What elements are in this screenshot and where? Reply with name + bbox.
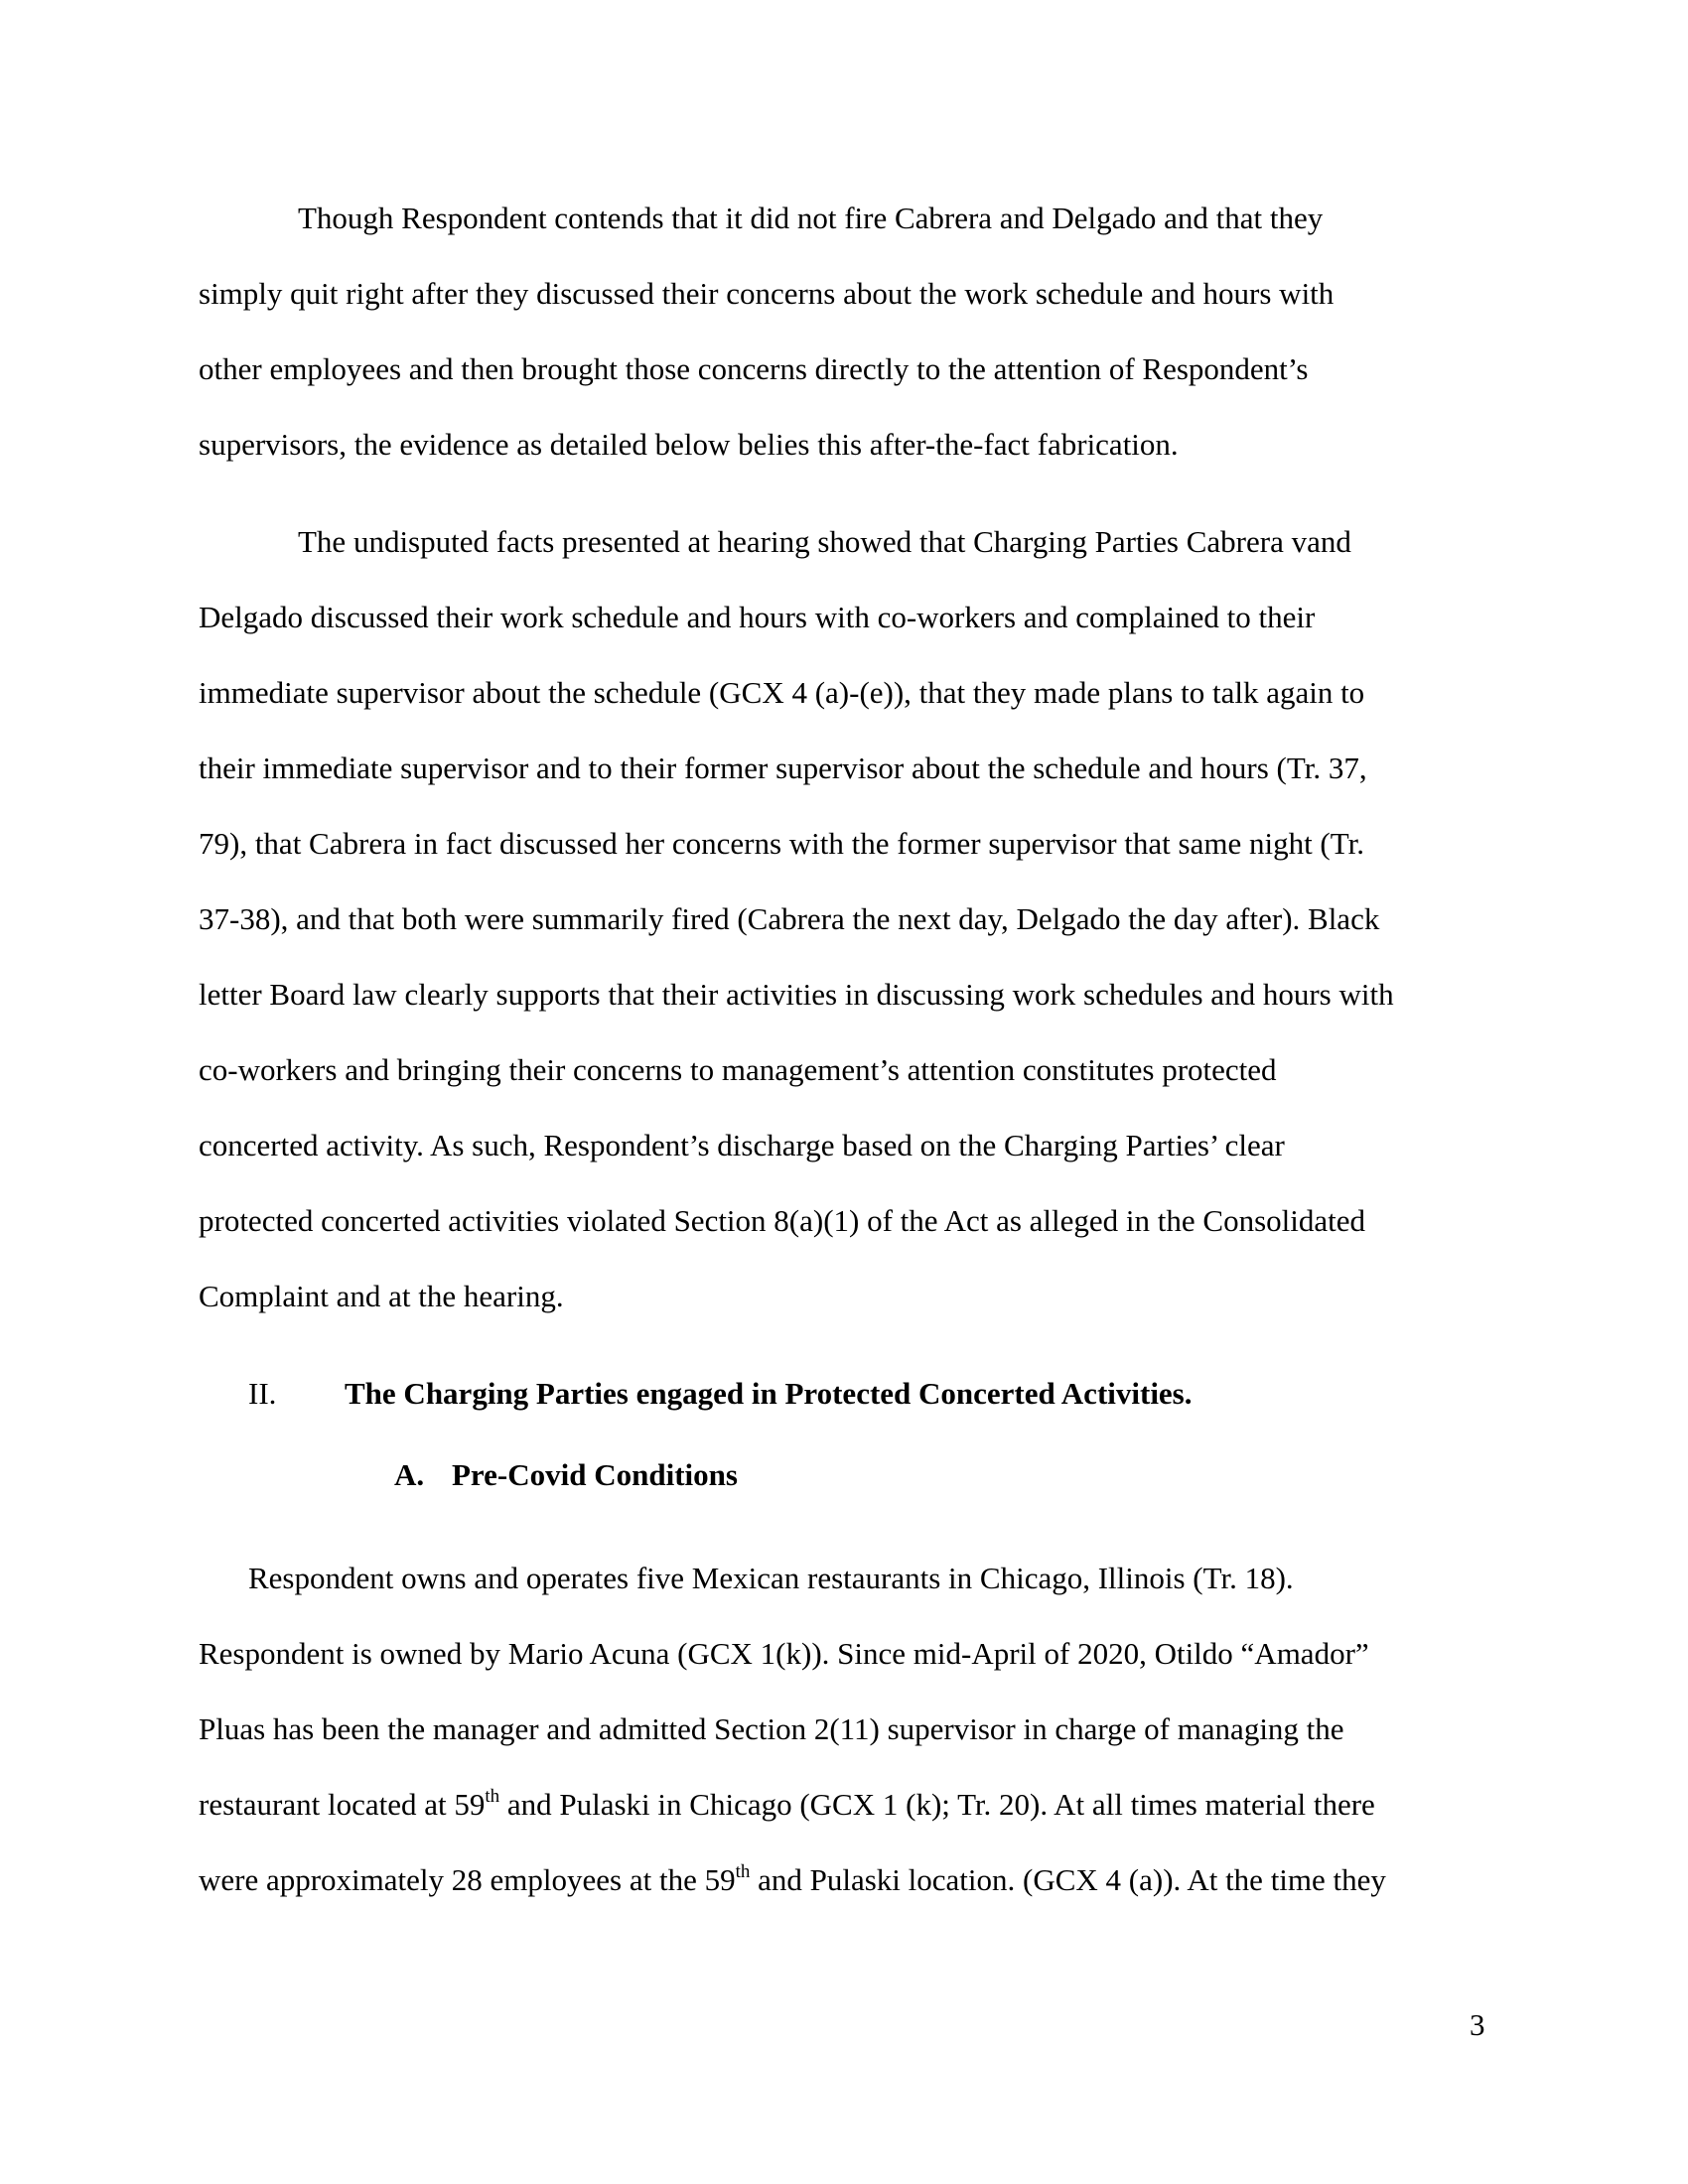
page-number: 3 bbox=[1470, 2007, 1485, 2042]
paragraph-2-line-4: their immediate supervisor and to their former supervisor about the schedule and hours (Tr. 37, bbox=[199, 751, 1367, 785]
section-heading-number: II. bbox=[248, 1376, 277, 1411]
ordinal-suffix: th bbox=[735, 1860, 751, 1882]
paragraph-3-line-4-text-cont: and Pulaski in Chicago (GCX 1 (k); Tr. 20). At all times material there bbox=[499, 1787, 1375, 1822]
paragraph-2-line-2: Delgado discussed their work schedule and hours with co-workers and complained to their bbox=[199, 600, 1316, 634]
paragraph-2-line-3: immediate supervisor about the schedule (GCX 4 (a)-(e)), that they made plans to talk again to bbox=[199, 675, 1365, 710]
paragraph-3-line-3: Pluas has been the manager and admitted Section 2(11) supervisor in charge of managing the bbox=[199, 1711, 1344, 1746]
paragraph-3-line-5 bbox=[199, 1860, 1386, 1900]
paragraph-3-line-5-text-cont: and Pulaski location. (GCX 4 (a)). At the time they bbox=[750, 1862, 1386, 1897]
paragraph-2-line-11: Complaint and at the hearing. bbox=[199, 1279, 564, 1313]
paragraph-1-line-4: supervisors, the evidence as detailed below belies this after-the-fact fabrication. bbox=[199, 427, 1179, 462]
paragraph-3-line-4-text: restaurant located at 59 bbox=[199, 1787, 486, 1822]
paragraph-2-line-7: letter Board law clearly supports that their activities in discussing work schedules and hours with bbox=[199, 977, 1394, 1012]
paragraph-2-line-8: co-workers and bringing their concerns to management’s attention constitutes protected bbox=[199, 1052, 1277, 1087]
section-heading-title: The Charging Parties engaged in Protected Concerted Activities. bbox=[345, 1376, 1193, 1411]
subsection-heading-title: Pre-Covid Conditions bbox=[452, 1457, 738, 1492]
paragraph-2-line-6: 37-38), and that both were summarily fired (Cabrera the next day, Delgado the day after). Black bbox=[199, 901, 1380, 936]
paragraph-2-line-1: The undisputed facts presented at hearing showed that Charging Parties Cabrera vand bbox=[298, 524, 1351, 559]
paragraph-3-line-1: Respondent owns and operates five Mexican restaurants in Chicago, Illinois (Tr. 18). bbox=[248, 1561, 1294, 1595]
paragraph-3-line-2: Respondent is owned by Mario Acuna (GCX 1(k)). Since mid-April of 2020, Otildo “Amador” bbox=[199, 1636, 1369, 1671]
paragraph-2-line-5: 79), that Cabrera in fact discussed her concerns with the former supervisor that same night (Tr. bbox=[199, 826, 1364, 861]
paragraph-1-line-2: simply quit right after they discussed their concerns about the work schedule and hours with bbox=[199, 276, 1335, 311]
paragraph-1-line-1: Though Respondent contends that it did not fire Cabrera and Delgado and that they bbox=[298, 201, 1324, 235]
paragraph-3-line-5-text: were approximately 28 employees at the 59 bbox=[199, 1862, 736, 1897]
paragraph-2-line-10: protected concerted activities violated Section 8(a)(1) of the Act as alleged in the Consolidated bbox=[199, 1203, 1366, 1238]
paragraph-2-line-9: concerted activity. As such, Respondent’s discharge based on the Charging Parties’ clear bbox=[199, 1128, 1285, 1162]
ordinal-suffix: th bbox=[485, 1785, 500, 1807]
subsection-heading-number: A. bbox=[394, 1457, 425, 1492]
paragraph-1-line-3: other employees and then brought those concerns directly to the attention of Respondent’s bbox=[199, 351, 1309, 386]
paragraph-3-line-4 bbox=[199, 1785, 1375, 1825]
